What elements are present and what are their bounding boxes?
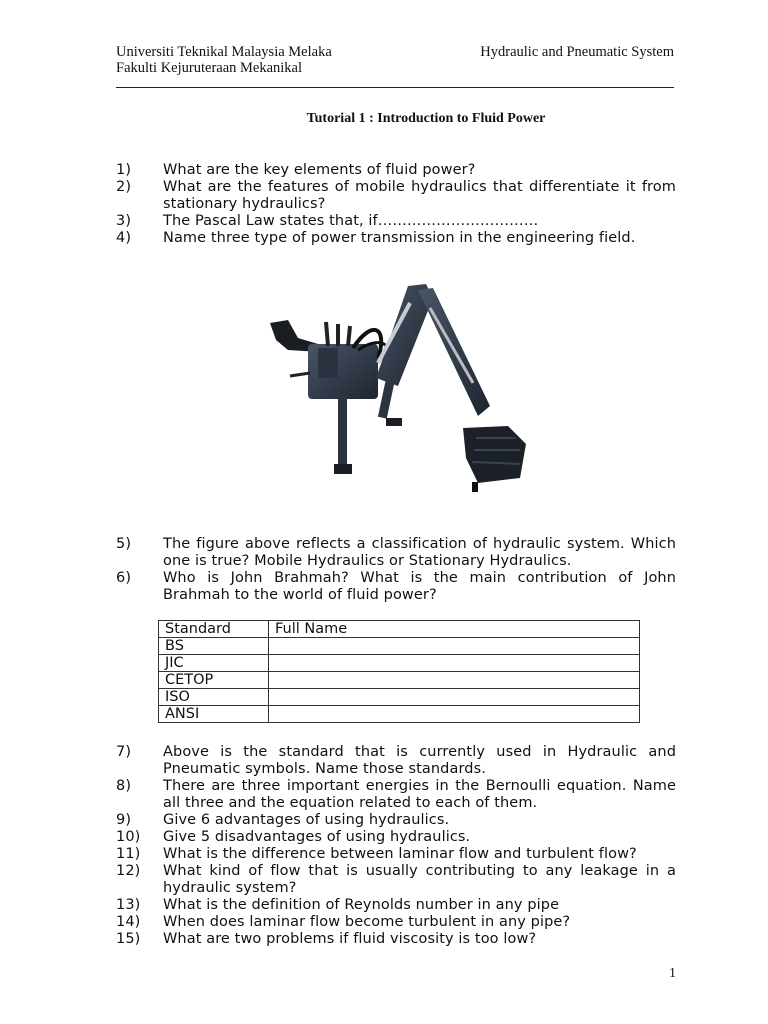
backhoe-figure — [258, 278, 536, 503]
question-text: There are three important energies in the Bernoulli equation. Name all three and the equation related to each of them. — [163, 778, 676, 811]
course-name: Hydraulic and Pneumatic System — [480, 44, 674, 60]
question-item — [116, 744, 676, 778]
question-text: Who is John Brahmah? What is the main contribution of John Brahmah to the world of fluid power? — [163, 570, 676, 603]
full-name-cell — [269, 689, 640, 706]
table-header-row — [159, 621, 640, 638]
full-name-cell — [269, 706, 640, 723]
table-row — [159, 655, 640, 672]
standard-cell: ISO — [159, 689, 269, 706]
question-item — [116, 213, 676, 230]
question-list-part3 — [116, 744, 676, 948]
question-number: 13) — [116, 897, 141, 913]
question-text: Above is the standard that is currently used in Hydraulic and Pneumatic symbols. Name those standards. — [163, 744, 676, 777]
question-number: 11) — [116, 846, 141, 862]
full-name-cell — [269, 672, 640, 689]
question-item — [116, 914, 676, 931]
question-item — [116, 846, 676, 863]
question-number: 5) — [116, 536, 132, 552]
question-list-part2 — [116, 536, 676, 604]
question-item — [116, 536, 676, 570]
table-row — [159, 672, 640, 689]
question-list-part1 — [116, 162, 676, 247]
question-text: What is the definition of Reynolds number in any pipe — [163, 897, 560, 913]
table-row — [159, 706, 640, 723]
question-number: 10) — [116, 829, 141, 845]
column-header: Standard — [159, 621, 269, 638]
full-name-cell — [269, 638, 640, 655]
question-item — [116, 570, 676, 604]
question-text: What is the difference between laminar flow and turbulent flow? — [163, 846, 637, 862]
question-item — [116, 162, 676, 179]
full-name-cell — [269, 655, 640, 672]
question-number: 8) — [116, 778, 132, 794]
table-row — [159, 689, 640, 706]
table-row — [159, 638, 640, 655]
question-number: 14) — [116, 914, 141, 930]
question-item — [116, 863, 676, 897]
header-left — [116, 44, 332, 76]
standard-cell: JIC — [159, 655, 269, 672]
question-text: When does laminar flow become turbulent in any pipe? — [163, 914, 571, 930]
question-text: Name three type of power transmission in the engineering field. — [163, 230, 636, 246]
question-number: 12) — [116, 863, 141, 879]
question-text: Give 6 advantages of using hydraulics. — [163, 812, 450, 828]
question-number: 3) — [116, 213, 132, 229]
question-number: 1) — [116, 162, 132, 178]
question-item — [116, 778, 676, 812]
faculty-name: Fakulti Kejuruteraan Mekanikal — [116, 60, 303, 76]
question-text: What are the features of mobile hydraulics that differentiate it from stationary hydraulics? — [163, 179, 676, 212]
question-text: The Pascal Law states that, if…………………………… — [163, 213, 539, 229]
question-text: Give 5 disadvantages of using hydraulics. — [163, 829, 471, 845]
question-item — [116, 812, 676, 829]
question-item — [116, 829, 676, 846]
question-text: What kind of flow that is usually contributing to any leakage in a hydraulic system? — [163, 863, 676, 896]
question-number: 6) — [116, 570, 132, 586]
tutorial-title: Tutorial 1 : Introduction to Fluid Power — [306, 111, 546, 126]
question-text: What are the key elements of fluid power? — [163, 162, 476, 178]
question-number: 9) — [116, 812, 132, 828]
page-number: 1 — [669, 966, 676, 981]
column-header: Full Name — [269, 621, 640, 638]
question-number: 4) — [116, 230, 132, 246]
university-name: Universiti Teknikal Malaysia Melaka — [116, 44, 332, 60]
question-item — [116, 179, 676, 213]
standard-cell: BS — [159, 638, 269, 655]
header-divider — [116, 87, 674, 88]
question-text: The figure above reflects a classification of hydraulic system. Which one is true? Mobile Hydraulics or Stationary Hydraulics. — [163, 536, 676, 569]
question-text: What are two problems if fluid viscosity is too low? — [163, 931, 537, 947]
standard-cell: CETOP — [159, 672, 269, 689]
standard-cell: ANSI — [159, 706, 269, 723]
question-number: 2) — [116, 179, 132, 195]
question-number: 7) — [116, 744, 132, 760]
question-item — [116, 897, 676, 914]
question-item — [116, 931, 676, 948]
question-number: 15) — [116, 931, 141, 947]
question-item — [116, 230, 676, 247]
standards-table — [158, 620, 640, 723]
